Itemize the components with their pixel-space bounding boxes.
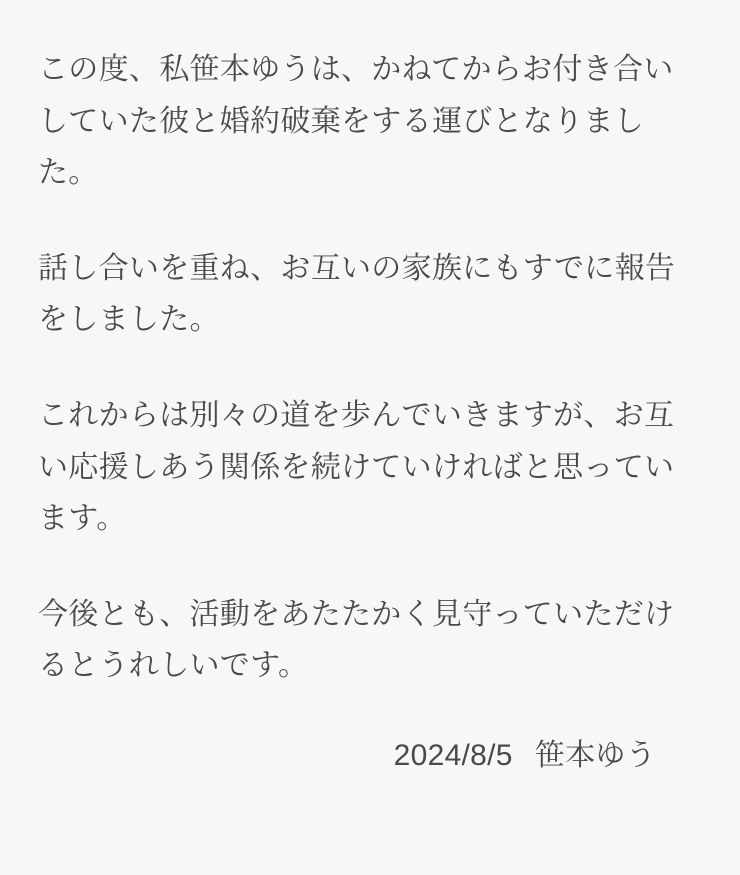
paragraph-1: この度、私笹本ゆうは、かねてからお付き合いしていた彼と婚約破棄をする運びとなりました。 [38,53,674,190]
paragraph-2: 話し合いを重ね、お互いの家族にもすでに報告をしました。 [38,251,676,337]
paragraph-4: 今後とも、活動をあたたかく見守っていただけるとうれしいです。 [38,597,675,683]
paragraph-3: これからは別々の道を歩んでいきますが、お互い応援しあう関係を続けていければと思っています。 [38,398,675,536]
signature-name: 笹本ゆう [534,738,656,772]
signature-block [38,730,700,774]
signature-date: 2024/8/5 [393,738,513,772]
